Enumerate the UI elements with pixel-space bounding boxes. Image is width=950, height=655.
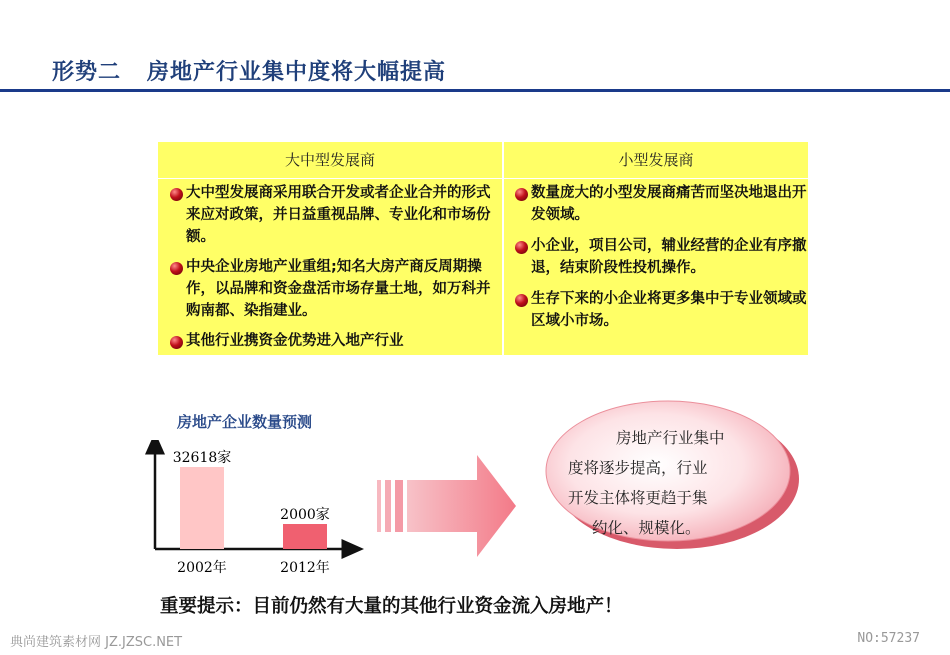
data-label-1: 2000家 [280, 507, 330, 523]
data-label-0: 32618家 [172, 450, 232, 466]
watermark-id: NO:57237 [857, 631, 920, 646]
bar-1 [283, 524, 327, 549]
conclusion-text: 房地产行业集中 度将逐步提高，行业 开发主体将更趋于集 约化、规模化。 [568, 429, 725, 537]
list-item: 生存下来的小企业将更多集中于专业领域或区域小市场。 [515, 288, 807, 332]
list-item: 大中型发展商采用联合开发或者企业合并的形式来应对政策，并日益重视品牌、专业化和市场份额。 [170, 182, 500, 248]
column-divider [502, 142, 504, 355]
right-arrow-icon [375, 455, 520, 560]
bar-0 [180, 467, 224, 549]
title-rule [0, 89, 950, 92]
bullet-icon [170, 188, 183, 201]
bullet-icon [515, 241, 528, 254]
small-developers-list [515, 182, 807, 332]
tick-label-1: 2012年 [280, 560, 330, 576]
title-section-label: 形势二 [52, 59, 122, 85]
header-divider [158, 178, 808, 179]
list-item: 数量庞大的小型发展商痛苦而坚决地退出开发领域。 [515, 182, 807, 226]
page-title [52, 55, 446, 86]
bullet-icon [515, 188, 528, 201]
header-large-developers: 大中型发展商 [284, 151, 375, 169]
watermark-site: 典尚建筑素材网 JZ.JZSC.NET [10, 635, 183, 650]
list-item: 中央企业房地产业重组;知名大房产商反周期操作，以品牌和资金盘活市场存量土地，如万科并购南都、染指建业。 [170, 256, 500, 322]
tick-label-0: 2002年 [177, 560, 227, 576]
title-heading: 房地产行业集中度将大幅提高 [147, 59, 447, 85]
comparison-table [158, 142, 808, 355]
list-item: 其他行业携资金优势进入地产行业 [170, 330, 500, 352]
enterprise-count-chart [140, 440, 370, 585]
important-notice: 重要提示：目前仍然有大量的其他行业资金流入房地产！ [160, 596, 623, 617]
bullet-icon [170, 262, 183, 275]
header-small-developers: 小型发展商 [618, 151, 694, 169]
bullet-icon [515, 294, 528, 307]
large-developers-list [170, 182, 500, 352]
list-item: 小企业，项目公司，辅业经营的企业有序撤退，结束阶段性投机操作。 [515, 235, 807, 279]
chart-title: 房地产企业数量预测 [177, 413, 313, 431]
bullet-icon [170, 336, 183, 349]
